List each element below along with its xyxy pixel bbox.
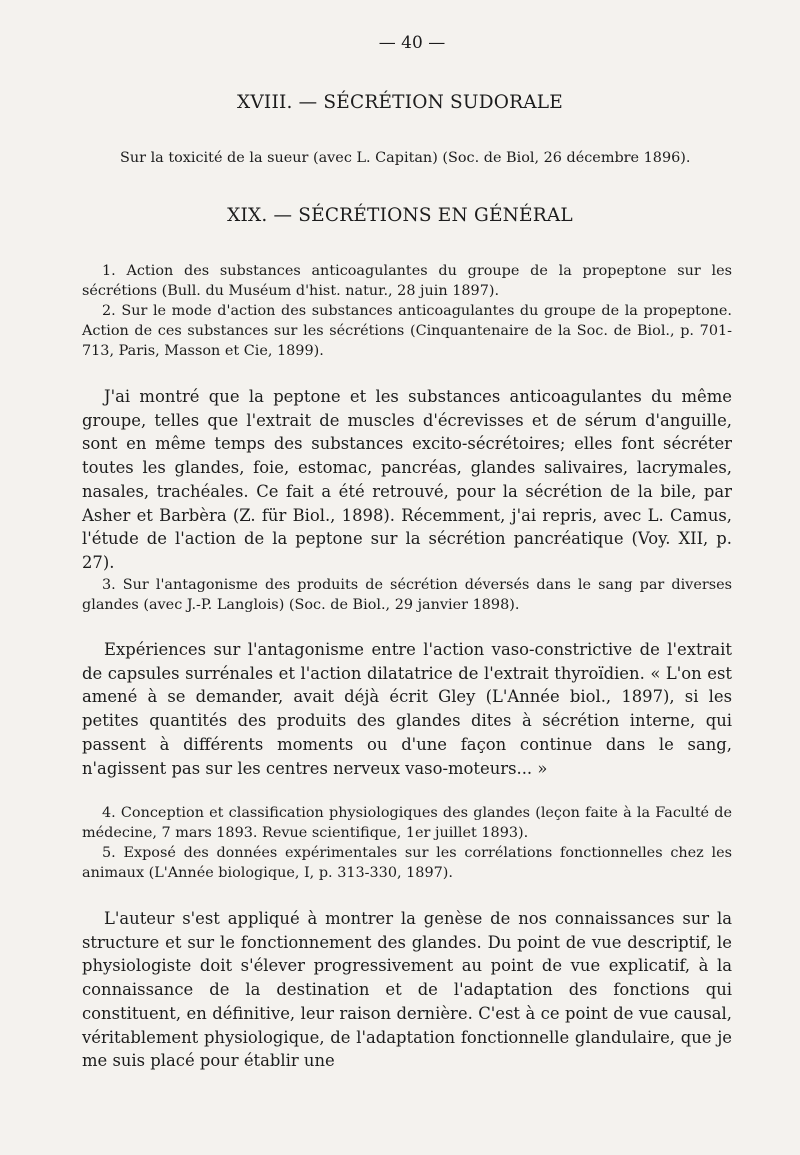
paragraph-text: J'ai montré que la peptone et les substances anticoagulantes du même groupe, telles que l'extrait de muscles d'écrevisses et de sérum d'anguille, sont en même temps des substances excito-sécrétoires; elles font sécréter toutes les glandes, foie, estomac, pancréas, glandes salivaires, lacrymales, nasales, trachéales. Ce fait a été retrouvé, pour la sécrétion de la bile, par Asher et Barbèra (Z. für Biol., 1898). Récemment, j'ai repris, avec L. Camus, l'étude de l'action de la peptone sur la sécrétion pancréatique (Voy. XII, p. 27). [82,387,732,572]
paragraph-text: Expériences sur l'antagonisme entre l'action vaso-constrictive de l'extrait de capsules surrénales et l'action dilatatrice de l'extrait thyroïdien. « L'on est amené à se demander, avait déjà écrit Gley (L'Année biol., 1897), si les petites quantités des produits des glandes dites à sécrétion interne, qui passent à différents moments ou d'une façon continue dans le sang, n'agissent pas sur les centres nerveux vaso-moteurs... » [82,640,732,778]
reference-list-b [82,803,732,883]
reference-text: Sur la toxicité de la sueur (avec L. Capitan) (Soc. de Biol, 26 décembre 1896). [120,150,691,166]
reference-1: 1. Action des substances anticoagulantes du groupe de la propeptone sur les sécrétions (Bull. du Muséum d'hist. natur., 28 juin 1897). [82,263,732,299]
paragraph-antagonisme [82,638,732,780]
reference-list-a [82,261,732,361]
reference-5: 5. Exposé des données expérimentales sur les corrélations fonctionnelles chez les animaux (L'Année biologique, I, p. 313-330, 1897). [82,845,732,881]
page-number: — 40 — [378,33,446,53]
reference-3 [82,575,732,615]
paragraph-text: L'auteur s'est appliqué à montrer la genèse de nos connaissances sur la structure et sur le fonctionnement des glandes. Du point de vue descriptif, le physiologiste doit s'élever progressivement au point de vue explicatif, à la connaissance de la destination et de l'adaptation des fonctions qui constituent, en définitive, leur raison dernière. C'est à ce point de vue causal, véritablement physiologique, de l'adaptation fonctionnelle glandulaire, que je me suis placé pour établir une [82,909,732,1071]
reference-2: 2. Sur le mode d'action des substances anticoagulantes du groupe de la propeptone. Action de ces substances sur les sécrétions (Cinquantenaire de la Soc. de Biol., p. 701-713, Paris, Masson et Cie, 1899). [82,303,732,359]
section-heading-xviii: XVIII. — SÉCRÉTION SUDORALE [237,92,563,113]
paragraph-peptone [82,385,732,575]
section-heading-xix: XIX. — SÉCRÉTIONS EN GÉNÉRAL [227,205,573,226]
reference-text: 3. Sur l'antagonisme des produits de sécrétion déversés dans le sang par diverses glandes (avec J.-P. Langlois) (Soc. de Biol., 29 janvier 1898). [82,577,732,613]
reference-4: 4. Conception et classification physiologiques des glandes (leçon faite à la Faculté de médecine, 7 mars 1893. Revue scientifique, 1er juillet 1893). [82,805,732,841]
reference-sueur [82,148,732,168]
paragraph-auteur [82,907,732,1073]
